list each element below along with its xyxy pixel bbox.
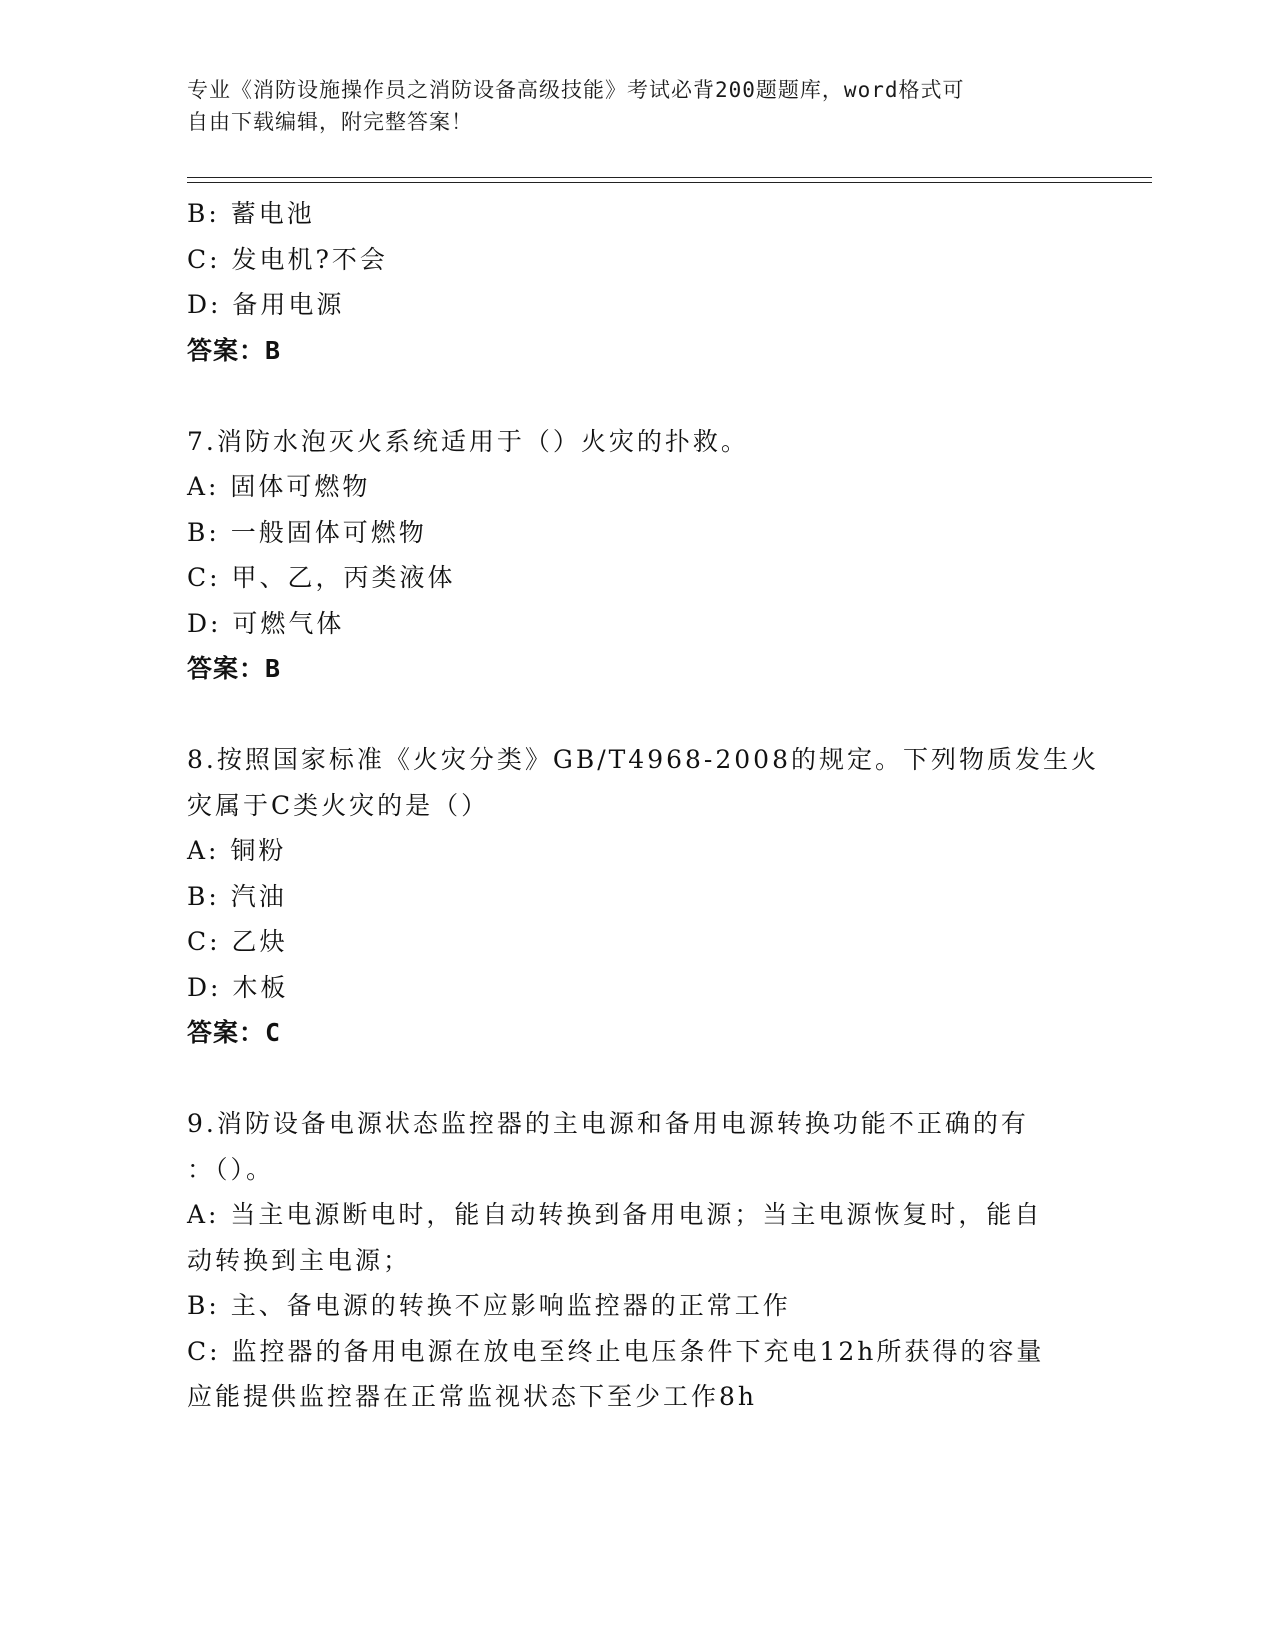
option-a: A: 当主电源断电时，能自动转换到备用电源；当主电源恢复时，能自 xyxy=(187,1200,1043,1229)
option-b: B: 蓄电池 xyxy=(187,199,315,228)
question-text-continued: ：（）。 xyxy=(187,1154,275,1184)
question-text-continued: 灾属于C类火灾的是（） xyxy=(187,790,490,820)
option-d: D: 木板 xyxy=(187,972,289,1002)
option-c: C: 甲、乙，丙类液体 xyxy=(187,563,456,592)
question-block-6 xyxy=(187,191,1147,373)
option-b: B: 主、备电源的转换不应影响监控器的正常工作 xyxy=(187,1291,791,1320)
option-c: C: 发电机?不会 xyxy=(187,244,388,274)
question-block-9 xyxy=(187,1101,1147,1420)
option-c-continued: 应能提供监控器在正常监视状态下至少工作8h xyxy=(187,1382,758,1411)
spacer xyxy=(187,373,1147,419)
answer-line: 答案：C xyxy=(187,1018,282,1047)
header-divider-top xyxy=(187,177,1152,178)
option-b: B: 一般固体可燃物 xyxy=(187,517,427,547)
question-text: 9.消防设备电源状态监控器的主电源和备用电源转换功能不正确的有 xyxy=(187,1109,1029,1138)
option-b: B: 汽油 xyxy=(187,881,287,911)
option-c: C: 监控器的备用电源在放电至终止电压条件下充电12h所获得的容量 xyxy=(187,1336,1045,1366)
header-divider-bottom xyxy=(187,182,1152,183)
question-text: 7.消防水泡灭火系统适用于（）火灾的扑救。 xyxy=(187,426,749,456)
question-block-8 xyxy=(187,737,1147,1056)
option-a-continued: 动转换到主电源； xyxy=(187,1245,412,1275)
header-line-1: 专业《消防设施操作员之消防设备高级技能》考试必背200题题库，word格式可 xyxy=(187,78,965,102)
spacer xyxy=(187,1056,1147,1102)
answer-line: 答案：B xyxy=(187,654,282,683)
option-a: A: 固体可燃物 xyxy=(187,472,371,501)
option-d: D: 备用电源 xyxy=(187,290,345,319)
option-a: A: 铜粉 xyxy=(187,836,287,865)
spacer xyxy=(187,692,1147,738)
header-line-2: 自由下载编辑，附完整答案！ xyxy=(187,110,473,134)
question-block-7 xyxy=(187,419,1147,692)
question-text: 8.按照国家标准《火灾分类》GB/T4968-2008的规定。下列物质发生火 xyxy=(187,745,1099,774)
question-list xyxy=(187,191,1147,1420)
option-d: D: 可燃气体 xyxy=(187,608,345,638)
answer-line: 答案：B xyxy=(187,335,282,365)
document-header xyxy=(187,74,1087,138)
option-c: C: 乙炔 xyxy=(187,927,288,956)
